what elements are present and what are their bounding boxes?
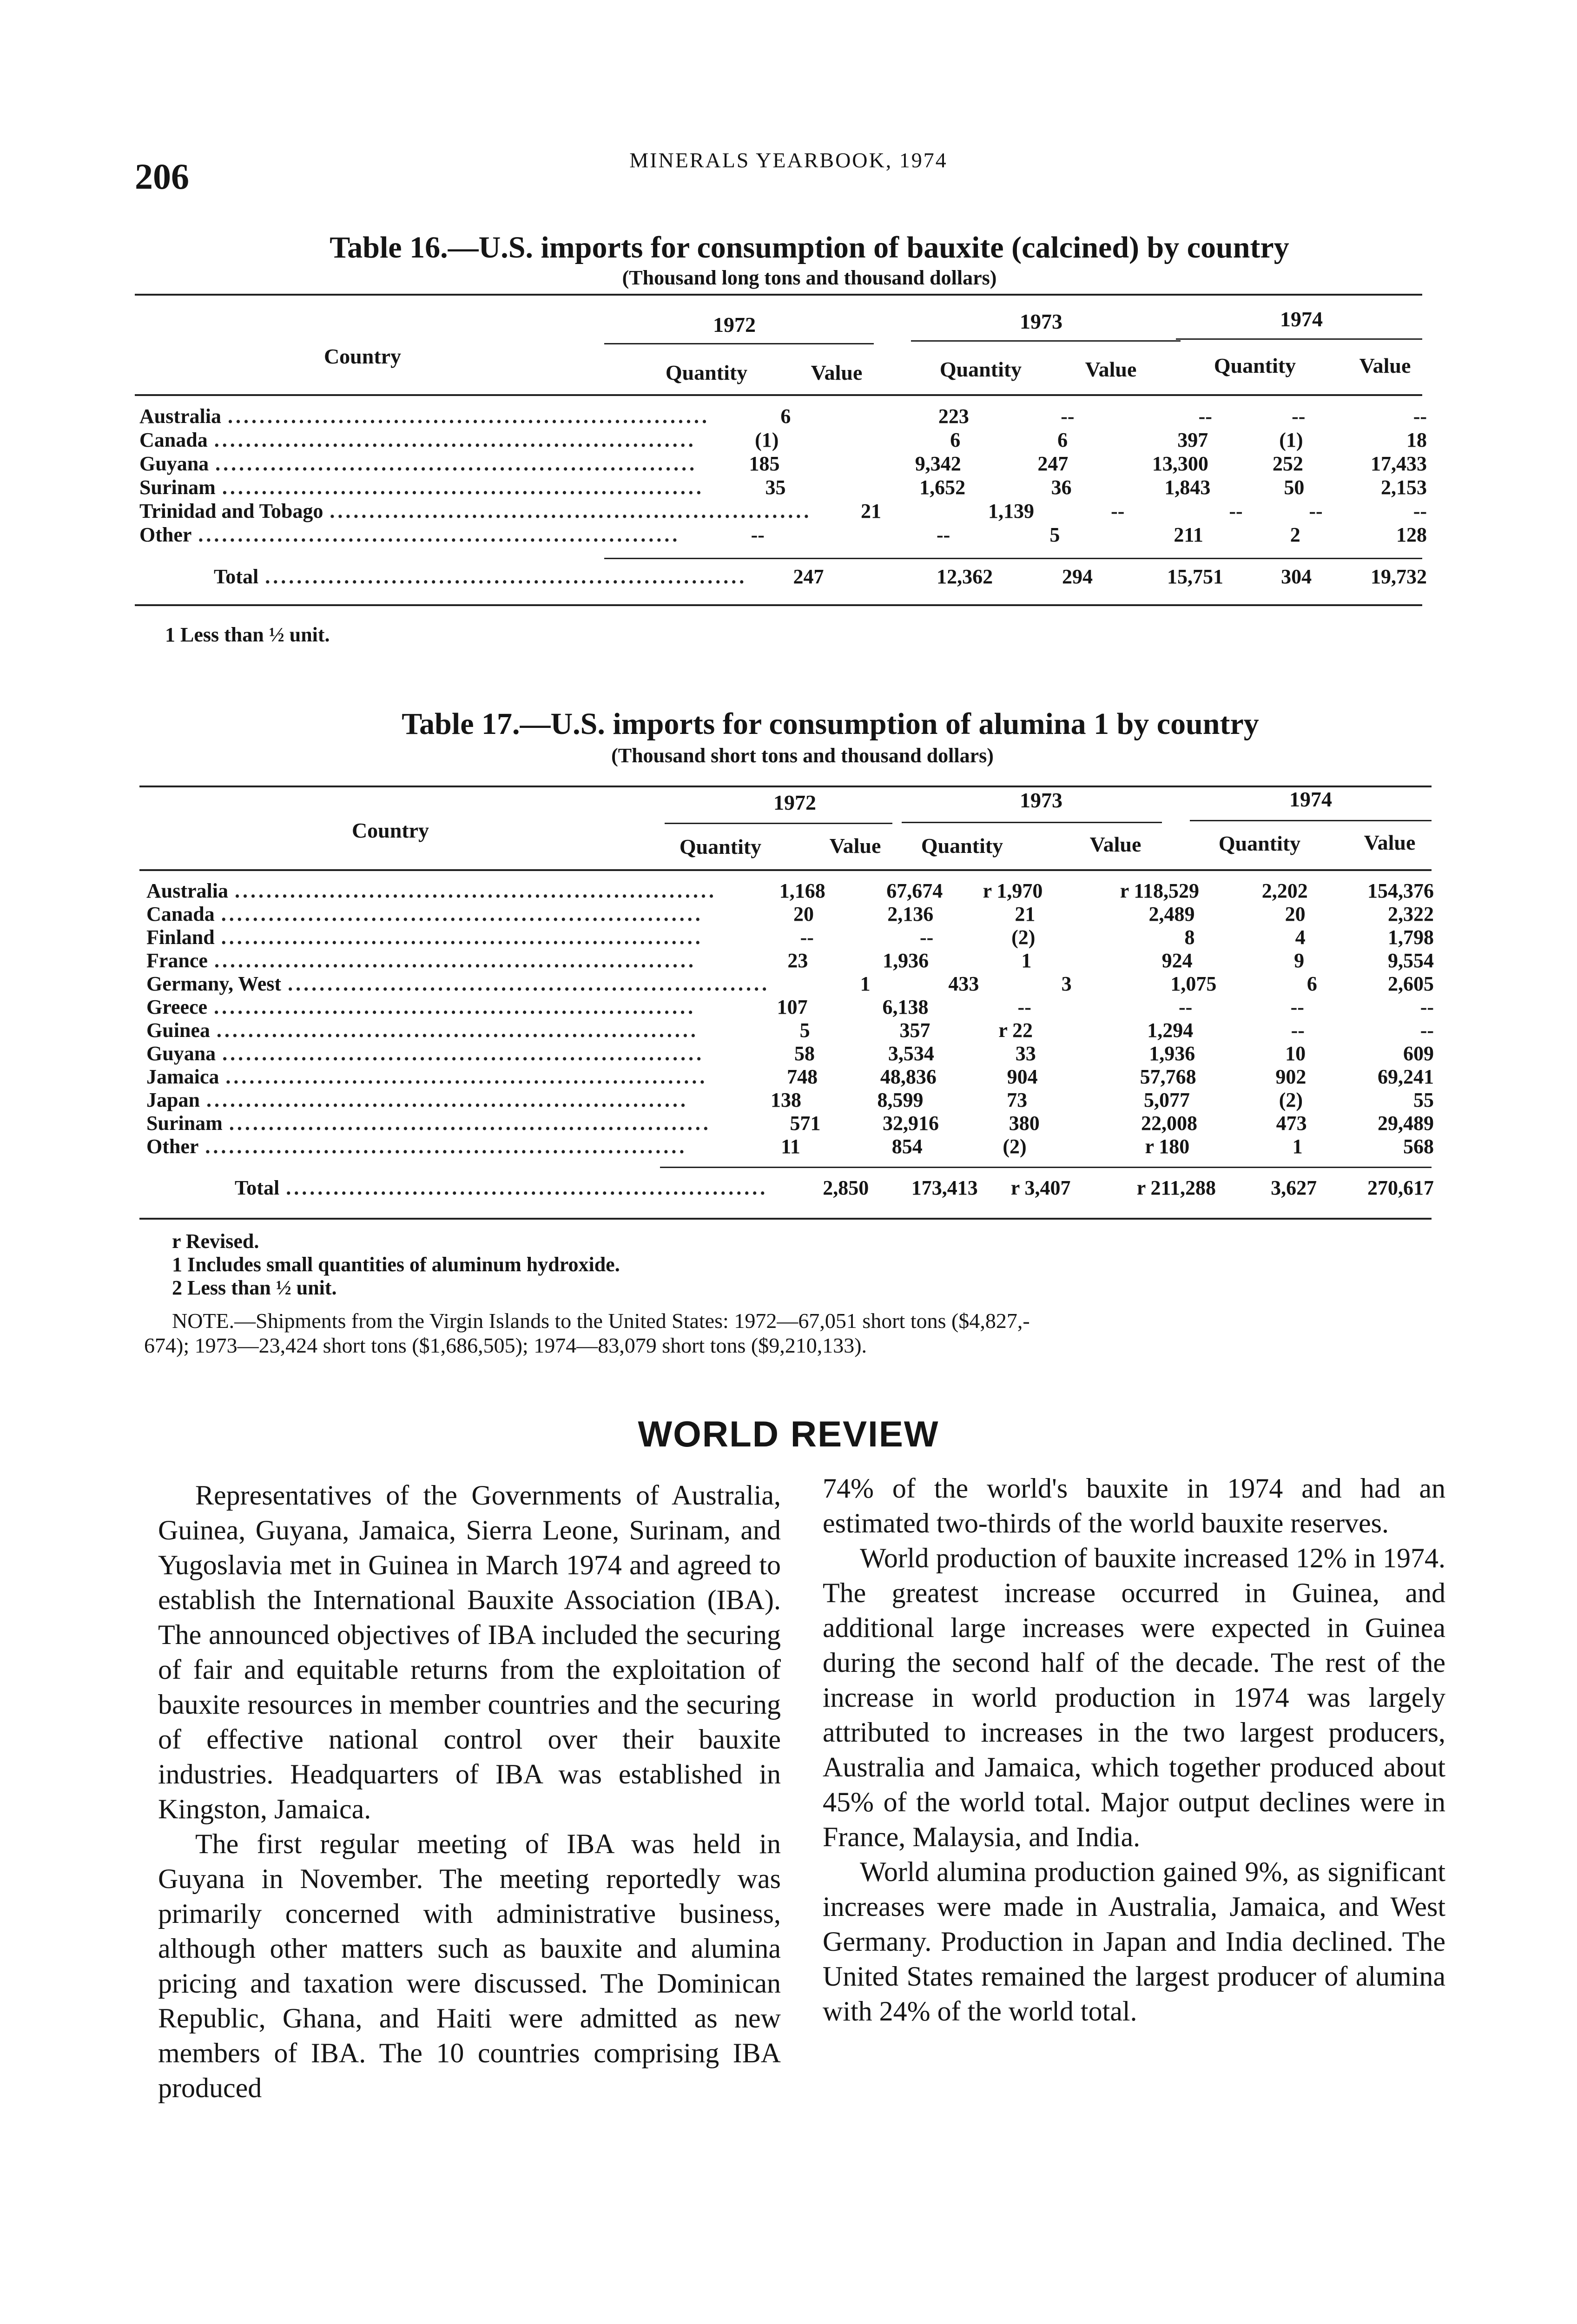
- cell: --: [1198, 405, 1212, 428]
- cell: 21: [860, 500, 881, 522]
- table16-country-header: Country: [323, 344, 402, 368]
- cell: 107: [777, 996, 808, 1018]
- cell: 32,916: [882, 1112, 939, 1135]
- cell: --: [1061, 405, 1075, 428]
- cell: 6,138: [882, 996, 929, 1018]
- cell: --: [1309, 500, 1323, 522]
- paragraph: Representatives of the Governments of Australia, Guinea, Guyana, Jamaica, Sierra Leone, Surinam, and Yugoslavia met in Guinea in March 1974 and agreed to establish the International Bauxite Association (IBA). The announced objectives of IBA included the securing of fair and equitable returns from the exploitation of bauxite resources in member countries and the securing of effective national control over their bauxite industries. Headquarters of IBA was established in Kingston, Jamaica.: [158, 1480, 781, 1824]
- cell: 15,751: [1167, 565, 1223, 588]
- table-row: Jamaica ............................................................. 748 48,836 904 57,768 902 69,241: [146, 1065, 1434, 1088]
- table-row: Germany, West ............................................................. 1 433 3 1,075 6 2,605: [146, 972, 1434, 995]
- country-name: Other: [146, 1135, 199, 1158]
- total-label: Total: [214, 565, 259, 588]
- cell: r 22: [998, 1019, 1033, 1042]
- cell: --: [937, 523, 950, 546]
- cell: --: [800, 926, 814, 949]
- table17-val-header-1974: Value: [1364, 831, 1416, 854]
- table-row: Greece ............................................................. 107 6,138 -- -- -- --: [146, 996, 1434, 1018]
- cell: 3: [1061, 972, 1072, 995]
- cell: 11: [781, 1135, 800, 1158]
- cell: 609: [1403, 1042, 1434, 1065]
- cell: 6: [780, 405, 791, 428]
- cell: 380: [1009, 1112, 1040, 1135]
- cell: --: [1229, 500, 1243, 522]
- table-row: Guyana ............................................................. 185 9,342 247 13,300 252 17,433: [139, 452, 1427, 475]
- cell: r 180: [1145, 1135, 1190, 1158]
- cell: 48,836: [880, 1065, 937, 1088]
- cell: 1,843: [1164, 476, 1211, 499]
- table17-year-1972: 1972: [773, 791, 816, 814]
- table16-val-header-1974: Value: [1359, 354, 1411, 377]
- table16-qty-header-1972: Quantity: [665, 361, 748, 384]
- cell: 10: [1285, 1042, 1306, 1065]
- table17-total-rule: [660, 1167, 1432, 1168]
- cell: 3,627: [1271, 1176, 1317, 1199]
- cell: 21: [1015, 903, 1036, 925]
- table16-val-header-1972: Value: [811, 361, 863, 384]
- country-name: Surinam: [146, 1112, 223, 1135]
- cell: 57,768: [1140, 1065, 1196, 1088]
- cell: 3,534: [888, 1042, 934, 1065]
- cell: r 3,407: [1010, 1176, 1071, 1199]
- cell: --: [919, 926, 934, 949]
- cell: 33: [1015, 1042, 1036, 1065]
- cell: 9,342: [915, 452, 961, 475]
- country-name: Canada: [146, 903, 215, 925]
- cell: 138: [770, 1089, 801, 1111]
- cell: 1,652: [919, 476, 966, 499]
- table17-qty-header-1973: Quantity: [921, 834, 1003, 858]
- cell: 6: [1306, 972, 1317, 995]
- country-name: Jamaica: [146, 1065, 219, 1088]
- table16-title: Table 16.—U.S. imports for consumption of bauxite (calcined) by country: [330, 231, 1289, 264]
- cell: 2: [1290, 523, 1300, 546]
- cell: 6: [1057, 429, 1068, 451]
- cell: 2,136: [887, 903, 934, 925]
- table17-rule-1973: [902, 822, 1162, 823]
- cell: 1,168: [779, 879, 825, 902]
- cell: --: [1420, 1019, 1434, 1042]
- cell: 1,798: [1387, 926, 1434, 949]
- cell: r 1,970: [983, 879, 1043, 902]
- page-number: 206: [135, 156, 189, 197]
- left-column: [158, 1478, 781, 2106]
- cell: 9: [1294, 949, 1305, 972]
- table17-bottom-rule: [139, 1218, 1432, 1220]
- cell: 223: [938, 405, 969, 428]
- cell: 4: [1295, 926, 1306, 949]
- cell: 357: [899, 1019, 930, 1042]
- table16-body: [139, 404, 1427, 547]
- table17-qty-header-1972: Quantity: [679, 835, 762, 858]
- table-row: France ............................................................. 23 1,936 1 924 9 9,554: [146, 949, 1434, 972]
- table17-footnote-2: 2 Less than ½ unit.: [172, 1276, 337, 1299]
- cell: 22,008: [1141, 1112, 1198, 1135]
- table17-val-header-1972: Value: [829, 834, 881, 858]
- table16-subtitle: (Thousand long tons and thousand dollars): [622, 266, 997, 289]
- table17-header-rule: [139, 869, 1432, 871]
- cell: --: [1292, 405, 1306, 428]
- table-row: Canada ............................................................. 20 2,136 21 2,489 20 2,322: [146, 903, 1434, 925]
- cell: 854: [891, 1135, 923, 1158]
- table16-footnote: 1 Less than ½ unit.: [165, 623, 330, 646]
- table17-footnote-1: 1 Includes small quantities of aluminum hydroxide.: [172, 1253, 620, 1276]
- table-row: Guyana ............................................................. 58 3,534 33 1,936 10 609: [146, 1042, 1434, 1065]
- cell: 1,139: [988, 500, 1034, 522]
- table17-total-row: Total ............................................................. 2,850 173,413 r 3,407 r 211,288 3,627 270,617: [235, 1176, 1434, 1199]
- table-row: Finland ............................................................. -- -- (2) 8 4 1,798: [146, 926, 1434, 949]
- cell: 17,433: [1370, 452, 1427, 475]
- table16-year-1972: 1972: [713, 313, 756, 337]
- cell: 270,617: [1367, 1176, 1434, 1199]
- country-name: Australia: [139, 405, 221, 428]
- table17-note-line1: NOTE.—Shipments from the Virgin Islands to the United States: 1972—67,051 short tons ($4,827,-: [172, 1309, 1030, 1333]
- country-name: Trinidad and Tobago: [139, 500, 323, 522]
- cell: 20: [1285, 903, 1306, 925]
- table16-year-1973: 1973: [1020, 310, 1062, 333]
- cell: 73: [1007, 1089, 1028, 1111]
- cell: r 118,529: [1120, 879, 1199, 902]
- table-row: Trinidad and Tobago ............................................................. 21 1,139 -- -- -- --: [139, 500, 1427, 522]
- cell: 13,300: [1152, 452, 1208, 475]
- cell: --: [1291, 1019, 1305, 1042]
- country-name: Finland: [146, 926, 215, 949]
- table-row: Surinam ............................................................. 35 1,652 36 1,843 50 2,153: [139, 476, 1427, 499]
- cell: 12,362: [937, 565, 993, 588]
- cell: 924: [1161, 949, 1193, 972]
- cell: 1,936: [883, 949, 929, 972]
- paragraph: World alumina production gained 9%, as significant increases were made in Australia, Jamaica, and West Germany. Production in Japan and India declined. The United States remained the largest producer of alumina with 24% of the world total.: [823, 1856, 1445, 2027]
- table16-top-rule: [135, 294, 1422, 296]
- cell: --: [1420, 996, 1434, 1018]
- paragraph: 74% of the world's bauxite in 1974 and had an estimated two-thirds of the world bauxite reserves.: [823, 1473, 1445, 1538]
- cell: 185: [749, 452, 780, 475]
- cell: 69,241: [1377, 1065, 1434, 1088]
- cell: 1,936: [1149, 1042, 1195, 1065]
- cell: 154,376: [1367, 879, 1434, 902]
- table-row: Other ............................................................. -- -- 5 211 2 128: [139, 523, 1427, 546]
- table17-qty-header-1974: Quantity: [1218, 832, 1301, 855]
- running-head: MINERALS YEARBOOK, 1974: [629, 148, 948, 172]
- cell: (2): [1011, 926, 1036, 949]
- right-column: [823, 1471, 1445, 2029]
- cell: 1: [860, 972, 871, 995]
- cell: 5: [799, 1019, 810, 1042]
- country-name: Guinea: [146, 1019, 210, 1042]
- cell: 1,294: [1147, 1019, 1194, 1042]
- table16-year-1974: 1974: [1280, 307, 1323, 331]
- table-row: Guinea ............................................................. 5 357 r 22 1,294 -- --: [146, 1019, 1434, 1042]
- cell: 2,605: [1387, 972, 1434, 995]
- cell: (2): [1279, 1089, 1303, 1111]
- table17-rule-1974: [1190, 820, 1432, 821]
- table17-val-header-1973: Value: [1089, 832, 1142, 856]
- table17-year-1973: 1973: [1020, 788, 1062, 812]
- cell: 748: [787, 1065, 818, 1088]
- cell: 9,554: [1388, 949, 1434, 972]
- cell: 58: [794, 1042, 815, 1065]
- table16-rule-1974: [1176, 338, 1422, 340]
- table17-footnote-revised: r Revised.: [172, 1230, 259, 1253]
- table-row: Other ............................................................. 11 854 (2) r 180 1 568: [146, 1135, 1434, 1158]
- country-name: Guyana: [146, 1042, 216, 1065]
- table-row: Canada ............................................................. (1) 6 6 397 (1) 18: [139, 429, 1427, 451]
- country-name: Australia: [146, 879, 228, 902]
- cell: 1: [1292, 1135, 1303, 1158]
- cell: 473: [1276, 1112, 1307, 1135]
- cell: 904: [1007, 1065, 1038, 1088]
- cell: 23: [787, 949, 808, 972]
- cell: --: [1290, 996, 1304, 1018]
- cell: 252: [1272, 452, 1303, 475]
- cell: 55: [1413, 1089, 1434, 1111]
- cell: (2): [1003, 1135, 1027, 1158]
- cell: 8: [1184, 926, 1195, 949]
- table-row: Australia ............................................................. 6 223 -- -- -- --: [139, 405, 1427, 428]
- cell: 247: [1037, 452, 1069, 475]
- cell: 8,599: [877, 1089, 924, 1111]
- total-label: Total: [235, 1176, 280, 1199]
- cell: --: [751, 523, 765, 546]
- table16-val-header-1973: Value: [1085, 357, 1137, 381]
- cell: 1,075: [1170, 972, 1217, 995]
- table16-total-row: Total ............................................................. 247 12,362 294 15,751 304 19,732: [214, 565, 1427, 588]
- cell: --: [1111, 500, 1125, 522]
- paragraph: World production of bauxite increased 12% in 1974. The greatest increase occurred in Guinea, and additional large increases were expected in Guinea during the second half of the decade. The rest of the increase in world production in 1974 was largely attributed to increases in the two largest producers, Australia and Jamaica, which together produced about 45% of the world total. Major output declines were in France, Malaysia, and India.: [823, 1543, 1445, 1852]
- table-row: Australia ............................................................. 1,168 67,674 r 1,970 r 118,529 2,202 154,376: [146, 879, 1434, 902]
- table16-bottom-rule: [135, 604, 1422, 606]
- cell: --: [1413, 405, 1427, 428]
- cell: 35: [765, 476, 786, 499]
- cell: 2,322: [1388, 903, 1434, 925]
- table17-note-line2: 674); 1973—23,424 short tons ($1,686,505); 1974—83,079 short tons ($9,210,133).: [144, 1334, 867, 1357]
- country-name: Guyana: [139, 452, 209, 475]
- cell: 128: [1396, 523, 1427, 546]
- cell: (1): [1279, 429, 1303, 451]
- table-row: Japan ............................................................. 138 8,599 73 5,077 (2) 55: [146, 1089, 1434, 1111]
- table17-subtitle: (Thousand short tons and thousand dollars): [611, 744, 994, 767]
- cell: --: [1413, 500, 1427, 522]
- paragraph: The first regular meeting of IBA was held in Guyana in November. The meeting reportedly was primarily concerned with administrative business, although other matters such as bauxite and alumina pricing and taxation were discussed. The Dominican Republic, Ghana, and Haiti were admitted as new members of IBA. The 10 countries comprising IBA produced: [158, 1829, 781, 2103]
- cell: 571: [790, 1112, 821, 1135]
- cell: 2,153: [1380, 476, 1427, 499]
- cell: (1): [755, 429, 779, 451]
- table16-qty-header-1974: Quantity: [1214, 354, 1296, 377]
- country-name: Canada: [139, 429, 208, 451]
- cell: 1: [1021, 949, 1032, 972]
- cell: 211: [1174, 523, 1203, 546]
- cell: 19,732: [1371, 565, 1427, 588]
- cell: 247: [793, 565, 824, 588]
- table16-qty-header-1973: Quantity: [939, 357, 1022, 381]
- cell: 2,489: [1148, 903, 1195, 925]
- country-name: Japan: [146, 1089, 200, 1111]
- cell: 433: [948, 972, 979, 995]
- cell: 173,413: [911, 1176, 978, 1199]
- table17-year-1974: 1974: [1289, 787, 1332, 811]
- table16-header-rule: [135, 394, 1422, 396]
- cell: 18: [1406, 429, 1427, 451]
- cell: 2,850: [823, 1176, 869, 1199]
- cell: 397: [1177, 429, 1208, 451]
- country-name: Surinam: [139, 476, 216, 499]
- cell: 20: [793, 903, 814, 925]
- table17-country-header: Country: [351, 819, 429, 842]
- table16-rule-1972: [604, 343, 874, 344]
- cell: 50: [1284, 476, 1305, 499]
- cell: 294: [1062, 565, 1093, 588]
- country-name: Germany, West: [146, 972, 282, 995]
- cell: 5,077: [1144, 1089, 1190, 1111]
- cell: 5: [1049, 523, 1060, 546]
- table-row: Surinam ............................................................. 571 32,916 380 22,008 473 29,489: [146, 1112, 1434, 1135]
- country-name: Greece: [146, 996, 208, 1018]
- section-heading: WORLD REVIEW: [638, 1413, 939, 1454]
- cell: 902: [1275, 1065, 1306, 1088]
- cell: 29,489: [1377, 1112, 1434, 1135]
- cell: 6: [950, 429, 961, 451]
- table17-title: Table 17.—U.S. imports for consumption of alumina 1 by country: [402, 707, 1259, 741]
- cell: 36: [1051, 476, 1072, 499]
- country-name: France: [146, 949, 208, 972]
- country-name: Other: [139, 523, 192, 546]
- table16-total-rule: [604, 558, 1422, 559]
- cell: --: [1179, 996, 1193, 1018]
- cell: 67,674: [886, 879, 943, 902]
- cell: 568: [1403, 1135, 1434, 1158]
- cell: 304: [1281, 565, 1312, 588]
- cell: 2,202: [1261, 879, 1308, 902]
- table16-rule-1973: [911, 340, 1181, 342]
- table17-body: [146, 879, 1434, 1158]
- cell: --: [1017, 996, 1031, 1018]
- cell: r 211,288: [1136, 1176, 1216, 1199]
- table17-rule-1972: [665, 823, 892, 824]
